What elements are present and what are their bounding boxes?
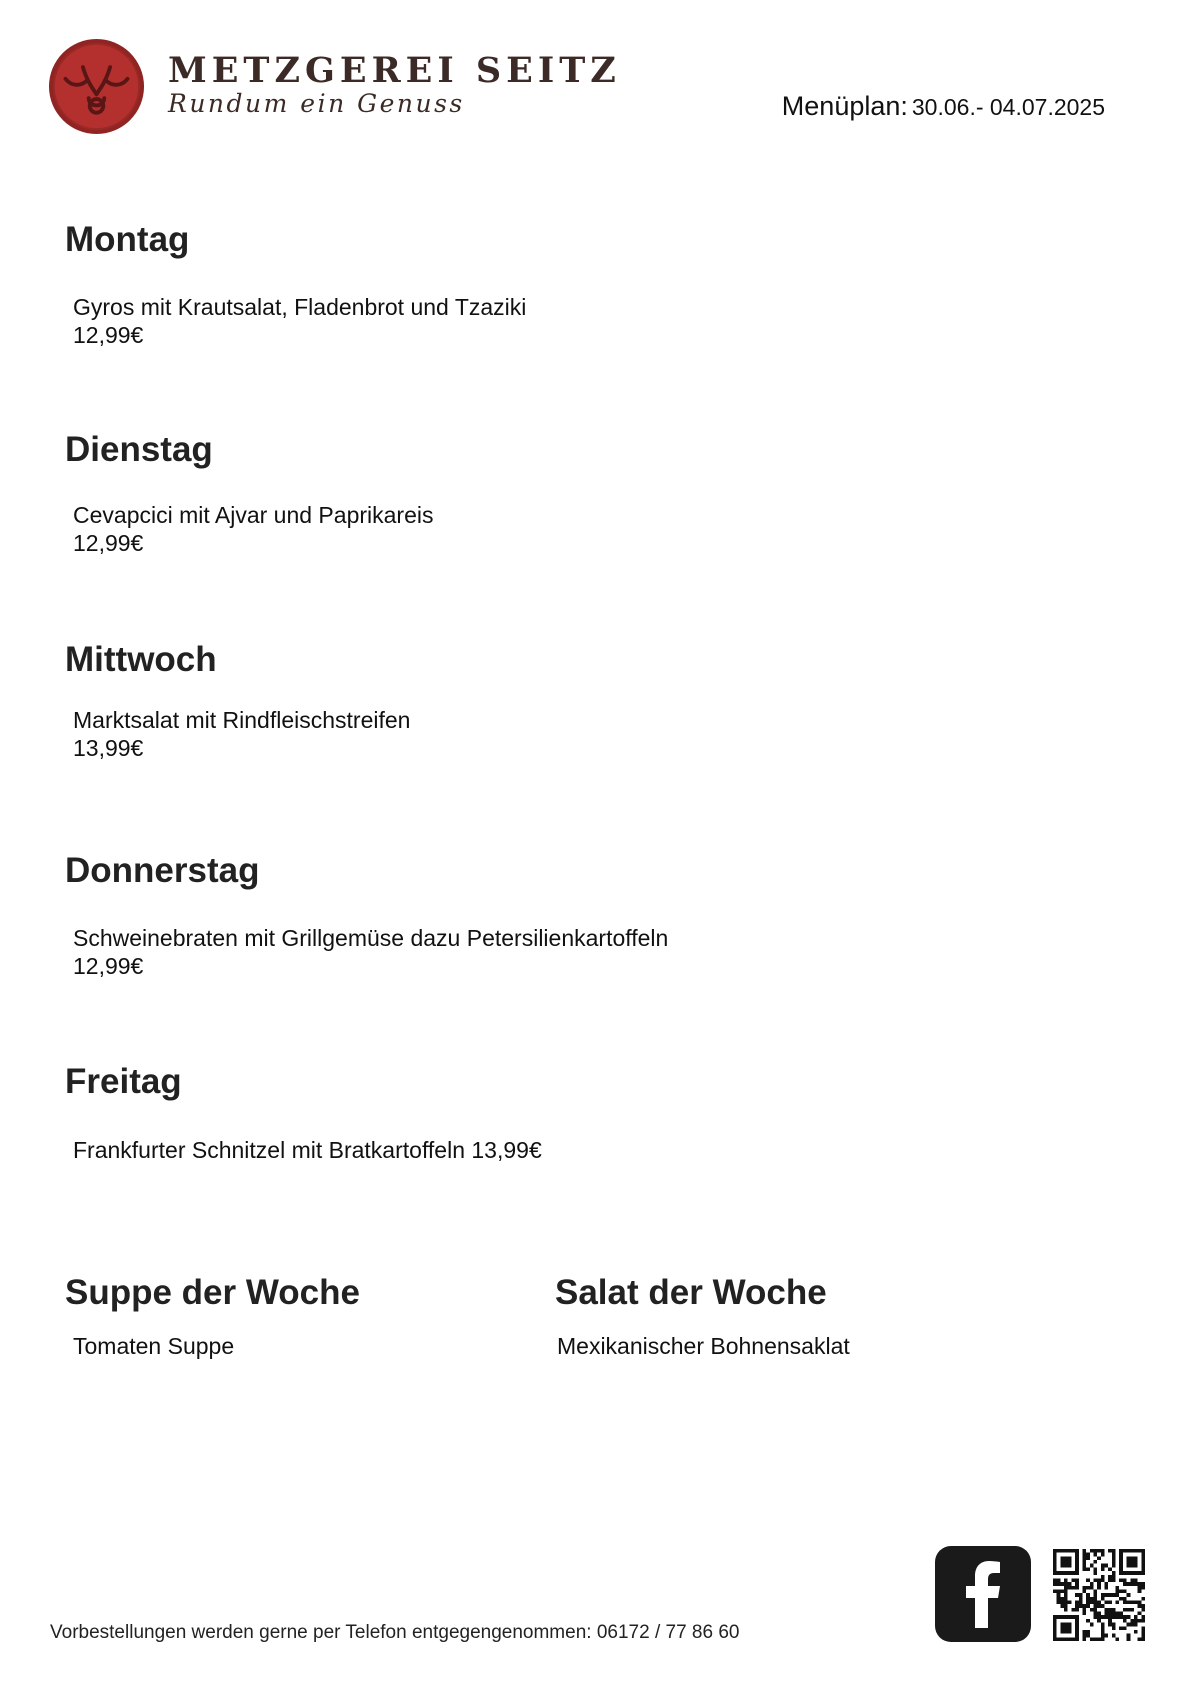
menu-period-label: Menüplan:	[781, 91, 908, 121]
day-title-mittwoch: Mittwoch	[65, 640, 217, 679]
brand-tagline: Rundum ein Genuss	[168, 89, 465, 118]
menu-period-dates: 30.06.- 04.07.2025	[911, 94, 1105, 120]
logo-seal	[48, 38, 145, 135]
brand-name: METZGEREI SEITZ	[168, 50, 621, 91]
day-title-donnerstag: Donnerstag	[65, 851, 260, 890]
facebook-f-glyph	[935, 1546, 1031, 1642]
salad-of-week-title: Salat der Woche	[555, 1273, 827, 1312]
dish-freitag	[73, 1136, 542, 1164]
dish-description: Frankfurter Schnitzel mit Bratkartoffeln 13,99€	[73, 1137, 542, 1163]
dish-price: 12,99€	[73, 530, 144, 556]
dish-dienstag	[73, 501, 433, 557]
soup-of-week-title: Suppe der Woche	[65, 1273, 360, 1312]
dish-price: 12,99€	[73, 322, 144, 348]
day-title-montag: Montag	[65, 220, 190, 259]
dish-description: Schweinebraten mit Grillgemüse dazu Petersilienkartoffeln	[73, 925, 669, 951]
dish-montag	[73, 293, 526, 349]
dish-donnerstag	[73, 924, 668, 980]
day-title-dienstag: Dienstag	[65, 430, 213, 469]
preorder-note: Vorbestellungen werden gerne per Telefon entgegengenommen: 06172 / 77 86 60	[50, 1622, 740, 1643]
qr-code-icon[interactable]	[1053, 1549, 1145, 1641]
dish-description: Marktsalat mit Rindfleischstreifen	[73, 707, 411, 733]
dish-price: 12,99€	[73, 953, 144, 979]
facebook-icon[interactable]	[935, 1546, 1031, 1642]
menu-period	[782, 91, 1105, 122]
soup-of-week-text: Tomaten Suppe	[73, 1333, 235, 1359]
dish-description: Cevapcici mit Ajvar und Paprikareis	[73, 502, 434, 528]
day-title-freitag: Freitag	[65, 1062, 182, 1101]
dish-description: Gyros mit Krautsalat, Fladenbrot und Tzaziki	[73, 294, 527, 320]
dish-mittwoch	[73, 706, 410, 762]
dish-price: 13,99€	[73, 735, 144, 761]
salad-of-week-text: Mexikanischer Bohnensaklat	[557, 1333, 850, 1359]
